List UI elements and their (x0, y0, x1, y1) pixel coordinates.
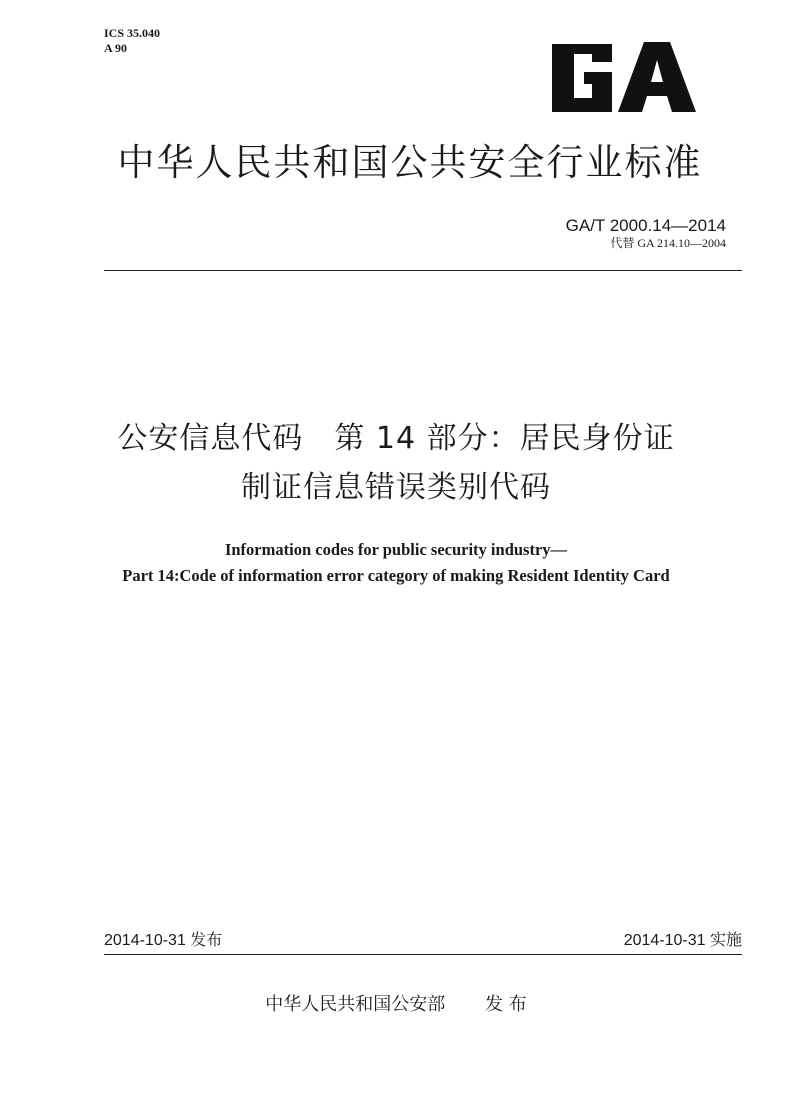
footer-divider (104, 954, 742, 955)
ics-code: ICS 35.040 (104, 26, 161, 40)
publisher-line (40, 993, 752, 1017)
header-divider (104, 270, 742, 271)
english-title-line-1: Information codes for public security industry— (224, 540, 568, 559)
ga-logo (548, 38, 698, 114)
classification-codes (104, 26, 160, 56)
chinese-title-line-1: 公安信息代码 第 14 部分：居民身份证 (117, 421, 675, 456)
english-title-line-2: Part 14:Code of information error category of making Resident Identity Card (122, 566, 670, 585)
standard-category-title: 中华人民共和国公共安全行业标准 (117, 141, 703, 184)
implementation-date: 2014-10-31 实施 (623, 932, 742, 949)
ga-logo-letter-g (552, 44, 612, 112)
ccs-code: A 90 (104, 41, 128, 55)
issue-date: 2014-10-31 发布 (104, 932, 223, 949)
standard-number: GA/T 2000.14—2014 (565, 216, 726, 235)
publish-action: 发 布 (485, 994, 527, 1015)
publisher-name: 中华人民共和国公安部 (265, 994, 446, 1015)
ga-logo-letter-a (618, 42, 696, 112)
ga-logo-mark (548, 38, 698, 114)
chinese-title-line-2: 制证信息错误类别代码 (241, 470, 551, 505)
replaced-standard: 代替 GA 214.10—2004 (610, 236, 726, 250)
